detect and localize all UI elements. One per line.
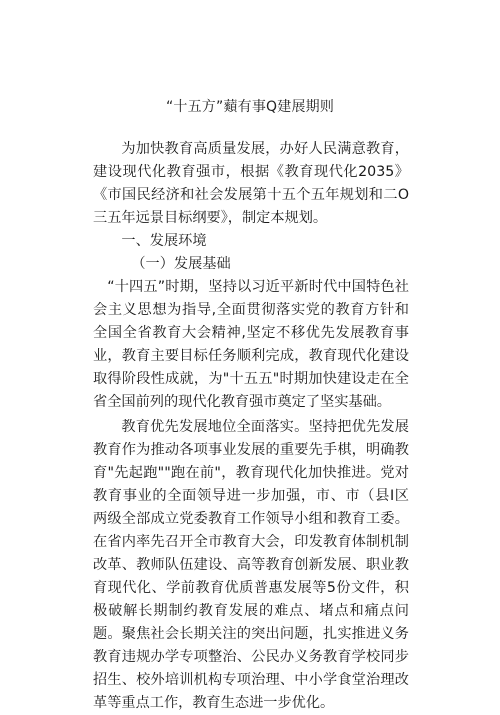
- document-body: [93, 138, 409, 715]
- section-heading-1: 一、发展环境: [121, 233, 207, 249]
- body-paragraph: “十四五”时期，坚持以习近平新时代中国特色社会主义思想为指导,全面贯彻落实党的教育方针和全国全省教育大会精神,坚定不移优先发展教育事业，教育主要目标任务顺利完成，教育现代化建设取得阶段性成就，为"十五五"时期加快建设走在全省全国前列的现代化教育强市奠定了坚实基础。: [93, 279, 409, 410]
- intro-paragraph: 为加快教育高质量发展，办好人民满意教育，建设现代化教育强市，根据《教育现代化2035》《市国民经济和社会发展第十五个五年规划和二O三五年远景目标纲要》，制定本规划。: [93, 141, 409, 226]
- document-title: “十五方”蘱有事Q建展期则: [165, 99, 335, 115]
- body-paragraph: 教育优先发展地位全面落实。坚持把优先发展教育作为推动各项事业发展的重要先手棋，明确教育"先起跑""跑在前"，教育现代化加快推进。党对教育事业的全面领导进一步加强，市、市（县Ⅰ区两级全部成立党委教育工作领导小组和教育工委。在省内率先召开全市教育大会，印发教育体制机制改革、教师队伍建设、高等教育创新发展、职业教育现代化、学前教育优质普惠发展等5份文件，积极破解长期制约教育发展的难点、堵点和痛点问题。聚焦社会长期关注的突出问题，扎实推进义务教育违规办学专项整治、公民办义务教育学校同步招生、校外培训机构专项治理、中小学食堂治理改革等重点工作，教育生态进一步优化。: [93, 419, 409, 711]
- subsection-heading-1: （一）发展基础: [131, 256, 231, 272]
